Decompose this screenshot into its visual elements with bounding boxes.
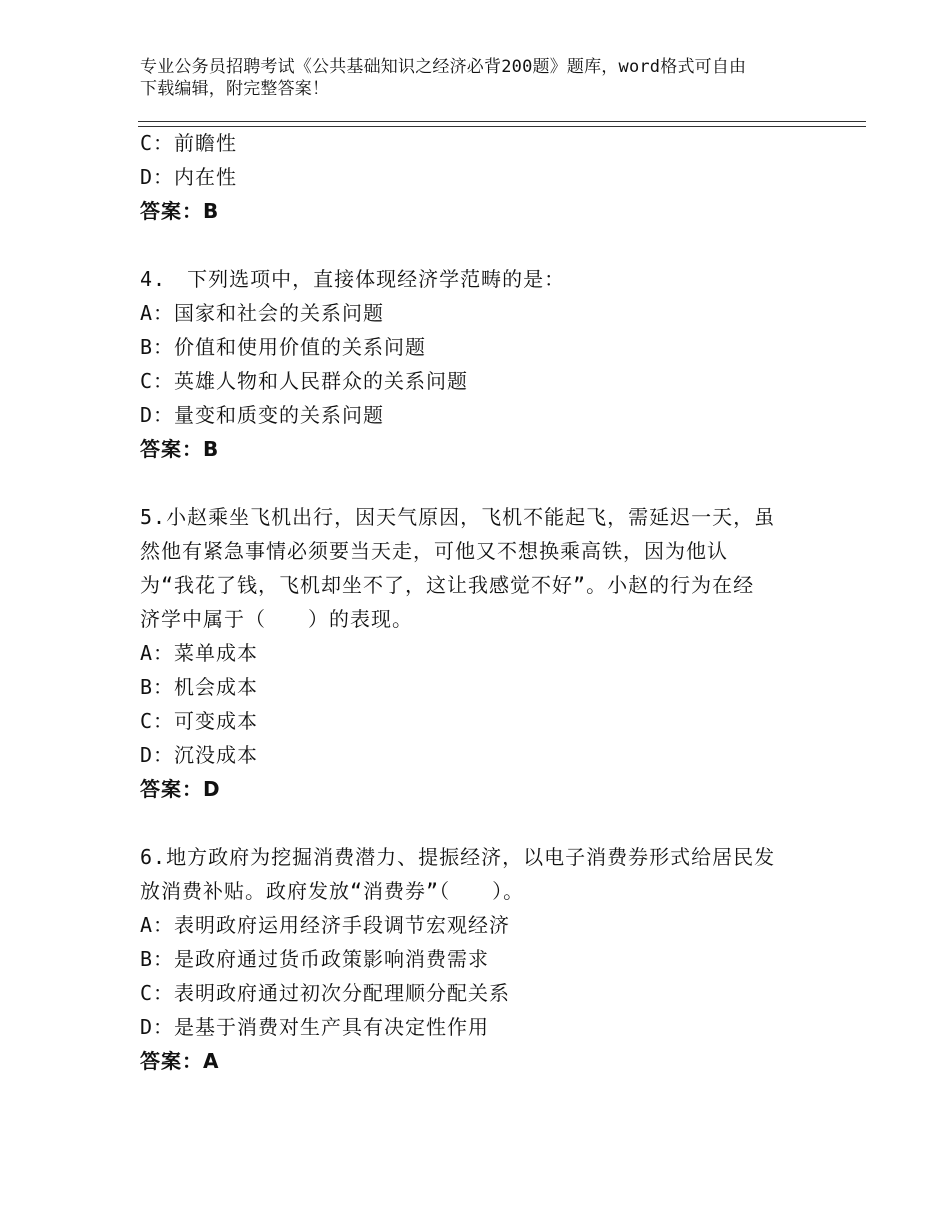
question-stem-line: 放消费补贴。政府发放“消费券”（ ）。 bbox=[140, 879, 525, 903]
spacer bbox=[140, 806, 800, 840]
question-stem: 4. 下列选项中，直接体现经济学范畴的是： bbox=[140, 267, 566, 291]
option-label: B： bbox=[140, 947, 175, 971]
question-stem-line: 济学中属于（ ）的表现。 bbox=[140, 607, 413, 631]
answer-line bbox=[140, 772, 800, 806]
answer-value: D bbox=[203, 777, 221, 801]
option-text: 机会成本 bbox=[174, 675, 259, 699]
option-text: 表明政府通过初次分配理顺分配关系 bbox=[174, 981, 511, 1005]
option-text: 表明政府运用经济手段调节宏观经济 bbox=[174, 913, 511, 937]
option-b bbox=[140, 942, 800, 976]
option-a bbox=[140, 636, 800, 670]
option-a bbox=[140, 908, 800, 942]
question-list bbox=[140, 126, 800, 1078]
header-line-2: 下载编辑，附完整答案！ bbox=[140, 79, 330, 99]
option-text: 是政府通过货币政策影响消费需求 bbox=[174, 947, 490, 971]
question-6 bbox=[140, 840, 800, 1078]
option-label: B： bbox=[140, 335, 175, 359]
answer-value: A bbox=[203, 1049, 220, 1073]
answer-line bbox=[140, 194, 800, 228]
option-label: B： bbox=[140, 675, 175, 699]
option-b bbox=[140, 330, 800, 364]
answer-line bbox=[140, 432, 800, 466]
option-label: C： bbox=[140, 369, 175, 393]
header-divider-top bbox=[138, 121, 866, 122]
option-label: C： bbox=[140, 981, 175, 1005]
option-text: 沉没成本 bbox=[174, 743, 259, 767]
prev-question bbox=[140, 126, 800, 228]
option-text: 价值和使用价值的关系问题 bbox=[174, 335, 427, 359]
option-a bbox=[140, 296, 800, 330]
answer-label: 答案： bbox=[140, 1049, 203, 1073]
option-d bbox=[140, 738, 800, 772]
option-text: 量变和质变的关系问题 bbox=[174, 403, 385, 427]
answer-label: 答案： bbox=[140, 437, 203, 461]
option-text: 是基于消费对生产具有决定性作用 bbox=[174, 1015, 490, 1039]
option-label: D： bbox=[140, 403, 175, 427]
option-text: 内在性 bbox=[174, 165, 238, 189]
question-5 bbox=[140, 500, 800, 806]
option-text: 可变成本 bbox=[174, 709, 259, 733]
answer-label: 答案： bbox=[140, 199, 203, 223]
header-line-1: 专业公务员招聘考试《公共基础知识之经济必背200题》题库，word格式可自由 bbox=[140, 57, 747, 77]
option-label: A： bbox=[140, 301, 175, 325]
spacer bbox=[140, 228, 800, 262]
option-label: A： bbox=[140, 641, 175, 665]
option-d bbox=[140, 398, 800, 432]
question-stem-line: 然他有紧急事情必须要当天走，可他又不想换乘高铁，因为他认 bbox=[140, 539, 728, 563]
option-b bbox=[140, 670, 800, 704]
page-header bbox=[140, 56, 820, 100]
question-stem-line: 为“我花了钱，飞机却坐不了，这让我感觉不好”。小赵的行为在经 bbox=[140, 573, 755, 597]
option-text: 前瞻性 bbox=[174, 131, 238, 155]
option-text: 菜单成本 bbox=[174, 641, 259, 665]
answer-value: B bbox=[203, 199, 220, 223]
option-text: 国家和社会的关系问题 bbox=[174, 301, 385, 325]
question-4 bbox=[140, 262, 800, 466]
option-c bbox=[140, 126, 800, 160]
option-label: D： bbox=[140, 1015, 175, 1039]
option-c bbox=[140, 976, 800, 1010]
question-stem-line: 6.地方政府为挖掘消费潜力、提振经济，以电子消费券形式给居民发 bbox=[140, 845, 776, 869]
option-c bbox=[140, 364, 800, 398]
option-d bbox=[140, 160, 800, 194]
option-label: C： bbox=[140, 131, 175, 155]
option-label: D： bbox=[140, 165, 175, 189]
question-stem-line: 5.小赵乘坐飞机出行，因天气原因，飞机不能起飞，需延迟一天，虽 bbox=[140, 505, 776, 529]
answer-label: 答案： bbox=[140, 777, 203, 801]
option-label: C： bbox=[140, 709, 175, 733]
option-c bbox=[140, 704, 800, 738]
option-text: 英雄人物和人民群众的关系问题 bbox=[174, 369, 469, 393]
option-label: D： bbox=[140, 743, 175, 767]
answer-line bbox=[140, 1044, 800, 1078]
option-label: A： bbox=[140, 913, 175, 937]
option-d bbox=[140, 1010, 800, 1044]
answer-value: B bbox=[203, 437, 220, 461]
spacer bbox=[140, 466, 800, 500]
